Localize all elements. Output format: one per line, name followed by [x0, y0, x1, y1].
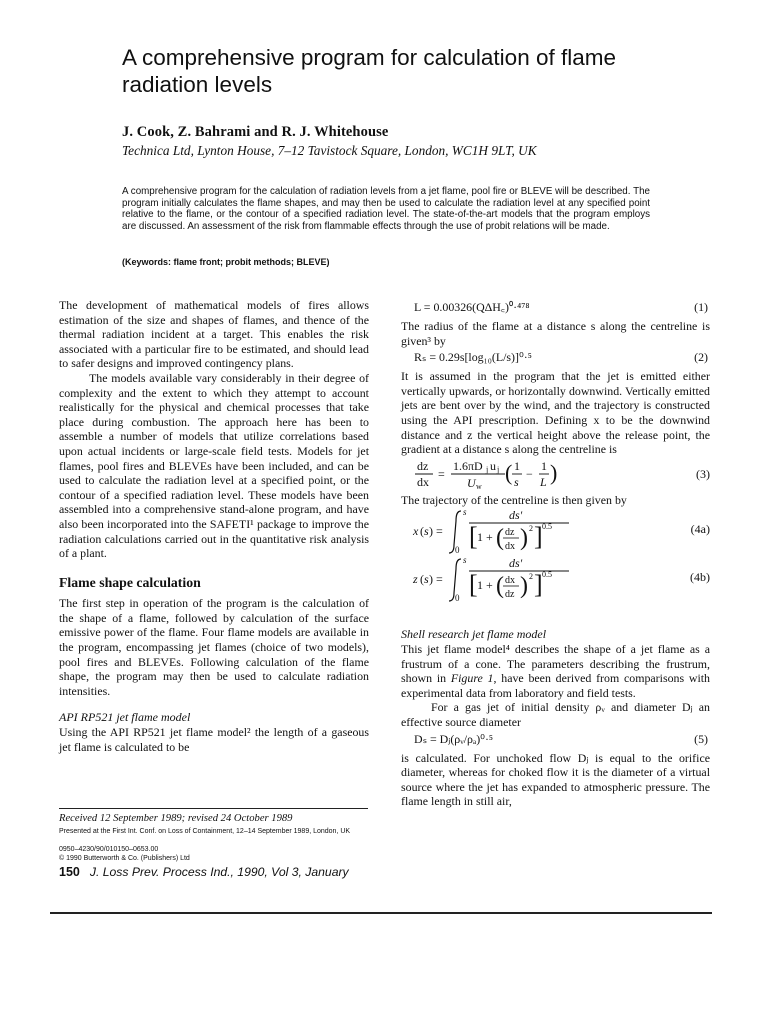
svg-text:dz: dz — [417, 458, 429, 473]
svg-text:s: s — [463, 507, 467, 518]
svg-text:w: w — [476, 481, 482, 491]
presented-note: Presented at the First Int. Conf. on Loss of Containment, 12–14 September 1989, London, UK — [59, 828, 351, 835]
paragraph: The models available vary considerably in their degree of complexity and the extent to which they attempt to account realistically for the physical and chemical processes that take place during combustion. The approach here has been to assemble a number of models that utilize correlations based upon actual incidents or large-scale field tests. Models for jet flames, pool fires and BLEVEs have been included, and can be used to calculate the radiation level at a specified point, or the contour of a specified radiation level. These models have been assembled into a comprehensive stand-alone program, and have also been incorporated into the SAFETI¹ package to improve the radiation calculations carried out in the quantitative risk analysis of a plant. — [59, 370, 369, 561]
svg-text:1: 1 — [541, 458, 547, 473]
svg-text:ds': ds' — [509, 556, 523, 571]
subsection-heading: Shell research jet flame model — [401, 627, 547, 642]
right-column — [401, 298, 710, 809]
equation-4a-graphic — [401, 507, 710, 555]
svg-text:s: s — [514, 474, 519, 489]
text-span: , have been derived from comparisons with experimental data from laboratory and field tests. — [401, 671, 710, 700]
paper-title: A comprehensive program for calculation of flame radiation levels — [122, 45, 616, 97]
equation-number: (4b) — [690, 570, 710, 585]
received-date: Received 12 September 1989; revised 24 October 1989 — [59, 813, 293, 824]
svg-text:0.5: 0.5 — [542, 570, 552, 580]
paragraph: Using the API RP521 jet flame model² the length of a gaseous jet flame is calculated to be — [59, 725, 369, 754]
figure-reference[interactable]: Figure 1 — [450, 671, 494, 686]
svg-text:1.6πD: 1.6πD — [453, 458, 483, 473]
equation-number: (1) — [694, 300, 708, 314]
keywords: (Keywords: flame front; probit methods; BLEVE) — [122, 257, 330, 267]
journal-citation: J. Loss Prev. Process Ind., 1990, Vol 3, January — [89, 865, 349, 879]
paragraph: It is assumed in the program that the jet is emitted either vertically upwards, or horizontally downwind. Vertically emitted jets are bent over by the wind, and the trajectory is constructed using the API prescription. Defining x to be the downwind distance and z the vertical height above the release point, the gradient at a distance s along the centreline is — [401, 369, 710, 457]
paragraph: The development of mathematical models of fires allows estimation of the size and shapes of flames, and thence of the thermal radiation incident at a target. This enables the risk associated with a particular fire to be estimated, and should lead to safer designs and improved contingency plans. — [59, 298, 369, 371]
text-span: This jet flame model⁴ describes the shape of a jet flame as a frustrum of a cone. The parameters describing the frustrum, shown in — [401, 641, 710, 686]
equation-number: (2) — [694, 350, 708, 365]
svg-text:1: 1 — [514, 458, 520, 473]
svg-text:j: j — [486, 464, 489, 474]
svg-text:0.5: 0.5 — [542, 522, 552, 532]
svg-text:−: − — [526, 466, 533, 481]
svg-text:L: L — [540, 474, 547, 489]
paragraph: The first step in operation of the program is the calculation of the shape of a flame, followed by calculation of the surface emissive power of the flame. Four flame models are available in the program, encompassing jet flames (choice of two models), pool fires and BLEVEs. Following calculation of the flame shape, the program may then be used to calculate radiation intensities. — [59, 596, 369, 698]
svg-text:dx: dx — [417, 474, 429, 489]
svg-text:(: ( — [420, 572, 424, 587]
svg-text:[: [ — [469, 522, 478, 552]
svg-text:=: = — [438, 466, 445, 481]
svg-text:]: ] — [534, 570, 543, 600]
svg-text:s: s — [424, 572, 429, 587]
paragraph: The radius of the flame at a distance s along the centreline is given³ by — [401, 319, 710, 348]
svg-text:(: ( — [496, 525, 504, 552]
svg-text:[: [ — [469, 570, 478, 600]
svg-text:]: ] — [534, 522, 543, 552]
paragraph: is calculated. For unchoked flow Dⱼ is equal to the orifice diameter, whereas for choked flow it is the diameter of a virtual source where the jet has expanded to atmospheric pressure. The flame length in still air, — [401, 750, 710, 809]
page-number: 150 — [59, 865, 80, 879]
paragraph — [401, 642, 710, 700]
left-column — [59, 298, 369, 754]
equation-4b-graphic — [401, 555, 710, 605]
journal-line — [59, 865, 349, 880]
equation-1 — [401, 300, 710, 316]
equation-3-graphic — [401, 457, 710, 493]
equation-number: (4a) — [690, 522, 710, 537]
bottom-rule — [50, 912, 712, 914]
abstract: A comprehensive program for the calculation of radiation levels from a jet flame, pool fire or BLEVE will be described. The program initially calculates the flame shapes, and may then be used to calculate the radiation level at any specified point relative to the flame, or the contour of a specified radiation level. The state-of-the-art models that the program employs are discussed. An assessment of the risk from flammable effects through the use of probit relations will be made. — [122, 186, 650, 232]
paragraph: The trajectory of the centreline is then given by — [401, 492, 627, 507]
subsection-heading: API RP521 jet flame model — [59, 710, 191, 725]
svg-text:s: s — [463, 555, 467, 566]
equation-number: (3) — [696, 466, 710, 481]
svg-text:U: U — [467, 475, 476, 490]
svg-text:) =: ) = — [429, 572, 443, 587]
svg-text:dx: dx — [505, 575, 515, 587]
svg-text:ds': ds' — [509, 508, 523, 523]
equation-2 — [401, 350, 710, 366]
svg-text:0: 0 — [455, 545, 460, 556]
svg-text:s: s — [424, 524, 429, 539]
equation-expression: Rₛ = 0.29s[log₁₀(L/s)]⁰·⁵ — [414, 350, 532, 365]
svg-text:(: ( — [505, 459, 513, 485]
svg-text:z: z — [413, 572, 418, 587]
svg-text:) =: ) = — [429, 524, 443, 539]
equation-expression: Dₛ = Dⱼ(ρᵥ/ρₐ)⁰·⁵ — [414, 731, 494, 746]
authors: J. Cook, Z. Bahrami and R. J. Whitehouse — [122, 124, 389, 140]
svg-text:0: 0 — [455, 593, 460, 604]
svg-text:1 +: 1 + — [477, 578, 493, 593]
footer-rule — [59, 808, 368, 809]
svg-text:dx: dx — [505, 541, 515, 553]
equation-4a — [401, 507, 710, 555]
svg-text:j: j — [497, 464, 500, 474]
svg-text:): ) — [520, 525, 528, 552]
svg-text:x: x — [413, 524, 419, 539]
affiliation: Technica Ltd, Lynton House, 7–12 Tavistock Square, London, WC1H 9LT, UK — [122, 143, 537, 158]
copyright: © 1990 Butterworth & Co. (Publishers) Ltd — [59, 855, 190, 862]
svg-text:2: 2 — [529, 524, 533, 534]
svg-text:(: ( — [420, 524, 424, 539]
svg-text:1 +: 1 + — [477, 530, 493, 545]
equation-4b — [401, 555, 710, 605]
svg-text:dz: dz — [505, 589, 515, 601]
svg-text:2: 2 — [529, 572, 533, 582]
equation-5 — [401, 732, 710, 748]
svg-text:dz: dz — [505, 527, 515, 539]
issn: 0950–4230/90/010150–0653.00 — [59, 846, 159, 853]
svg-text:u: u — [490, 458, 496, 473]
svg-text:(: ( — [496, 573, 504, 600]
equation-3 — [401, 457, 710, 493]
equation-number: (5) — [694, 731, 708, 746]
equation-expression: L = 0.00326(QΔH꜀)⁰·⁴⁷⁸ — [414, 300, 530, 314]
paragraph: For a gas jet of initial density ρᵥ and diameter Dⱼ an effective source diameter — [401, 700, 710, 729]
section-heading: Flame shape calculation — [59, 574, 201, 590]
svg-text:): ) — [550, 459, 558, 485]
svg-text:): ) — [520, 573, 528, 600]
